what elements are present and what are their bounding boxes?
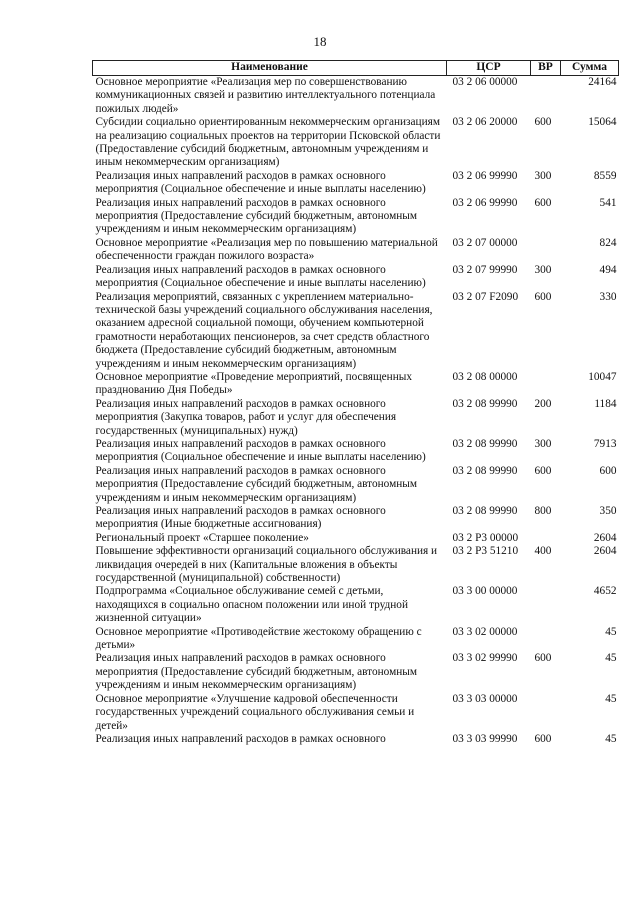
header-code: ЦСР — [447, 61, 531, 76]
row-sum: 7913 — [593, 437, 617, 450]
row-vr: 600 — [534, 652, 552, 665]
row-sum: 2604 — [593, 545, 617, 558]
row-code: 03 2 P3 00000 — [452, 531, 519, 544]
table-row — [93, 505, 619, 532]
table-body — [93, 76, 619, 747]
table-row — [93, 170, 619, 197]
table-row — [93, 693, 619, 733]
row-sum: 45 — [605, 652, 617, 665]
table-row — [93, 116, 619, 170]
table-row — [93, 398, 619, 438]
budget-table-container — [92, 60, 618, 746]
table-row — [93, 585, 619, 625]
row-code: 03 2 08 99990 — [452, 397, 518, 410]
row-vr — [531, 532, 561, 545]
row-vr: 300 — [534, 169, 552, 182]
table-header — [93, 61, 619, 76]
row-code: 03 2 06 99990 — [452, 196, 518, 209]
row-vr: 200 — [534, 397, 552, 410]
row-name: Реализация иных направлений расходов в рамках основного мероприятия (Предоставление субсидий бюджетным, автономным учреждениям и иным некоммерческим организациям) — [95, 652, 418, 692]
table-row — [93, 197, 619, 237]
row-code: 03 2 08 99990 — [452, 505, 518, 517]
row-name: Основное мероприятие «Реализация мер по совершенствованию коммуникационных связей и развитию интеллектуального потенциала пожилых людей» — [95, 76, 436, 115]
row-code: 03 2 06 99990 — [452, 169, 518, 182]
row-name: Основное мероприятие «Реализация мер по повышению материальной обеспеченности граждан пожилого возраста» — [95, 236, 438, 263]
row-name: Реализация иных направлений расходов в рамках основного мероприятия (Иные бюджетные ассигнования) — [95, 505, 386, 531]
row-sum: 8559 — [593, 169, 617, 182]
row-sum: 10047 — [588, 370, 617, 383]
row-code: 03 2 08 99990 — [452, 437, 518, 450]
row-code: 03 3 00 00000 — [452, 585, 518, 598]
row-name: Реализация иных направлений расходов в рамках основного — [95, 732, 386, 745]
row-name: Реализация мероприятий, связанных с укреплением материально-технической базы учреждений социального обслуживания населения, оказанием адресной социальной помощи, обучением компьютерной грамотности неработающих пенсионеров, за счет средств областного бюджета (Предоставление субсидий бюджетным, автономным учреждениям и иным некоммерческим организациям) — [95, 290, 433, 370]
row-sum: 2604 — [593, 531, 617, 544]
row-vr — [531, 626, 561, 653]
row-sum: 24164 — [588, 76, 617, 88]
row-code: 03 2 07 99990 — [452, 263, 518, 276]
row-name: Основное мероприятие «Проведение мероприятий, посвященных празднованию Дня Победы» — [95, 370, 413, 397]
row-sum: 330 — [599, 290, 617, 303]
table-row — [93, 291, 619, 371]
table-row — [93, 76, 619, 117]
row-vr: 600 — [534, 116, 552, 129]
table-row — [93, 438, 619, 465]
budget-table — [92, 60, 619, 746]
row-vr: 800 — [534, 505, 552, 517]
header-row — [93, 61, 619, 76]
row-sum: 4652 — [593, 585, 617, 598]
row-sum: 15064 — [588, 116, 617, 129]
row-code: 03 3 02 00000 — [452, 625, 518, 638]
row-code: 03 2 07 F2090 — [452, 290, 519, 303]
row-vr: 600 — [534, 290, 552, 303]
row-sum: 494 — [599, 263, 617, 276]
row-vr: 600 — [534, 464, 552, 477]
page-number: 18 — [313, 34, 327, 49]
table-row — [93, 626, 619, 653]
row-name: Субсидии социально ориентированным некоммерческим организациям на реализацию социальных проектов на территории Псковской области (Предоставление субсидий бюджетным, автономным учреждениям и иным некоммерческим организациям) — [95, 116, 441, 169]
table-row — [93, 465, 619, 505]
row-vr — [531, 693, 561, 733]
row-sum: 541 — [599, 196, 617, 209]
row-vr: 600 — [534, 196, 552, 209]
header-vr: ВР — [531, 61, 561, 76]
row-name: Региональный проект «Старшее поколение» — [95, 531, 309, 544]
row-sum: 350 — [599, 505, 617, 517]
row-sum: 45 — [605, 692, 617, 705]
row-code: 03 3 03 00000 — [452, 692, 518, 705]
table-row — [93, 264, 619, 291]
row-vr: 300 — [534, 437, 552, 450]
table-row — [93, 733, 619, 746]
row-vr: 400 — [534, 545, 552, 558]
row-code: 03 2 06 00000 — [452, 76, 518, 88]
table-row — [93, 237, 619, 264]
row-code: 03 2 08 99990 — [452, 464, 518, 477]
row-name: Повышение эффективности организаций социального обслуживания и ликвидация очередей в них (Капитальные вложения в объекты государственной (муниципальной) собственности) — [95, 545, 438, 585]
table-row — [93, 652, 619, 692]
table-row — [93, 545, 619, 585]
row-code: 03 2 06 20000 — [452, 116, 518, 129]
table-row — [93, 532, 619, 545]
row-vr — [531, 371, 561, 398]
row-code: 03 3 02 99990 — [452, 652, 518, 665]
row-sum: 1184 — [594, 397, 617, 410]
row-name: Основное мероприятие «Улучшение кадровой обеспеченности государственных учреждений социального обслуживания семьи и детей» — [95, 692, 415, 732]
row-code: 03 2 P3 51210 — [452, 545, 519, 558]
row-code: 03 2 07 00000 — [452, 236, 518, 249]
row-code: 03 2 08 00000 — [452, 370, 518, 383]
row-vr — [531, 237, 561, 264]
row-name: Реализация иных направлений расходов в рамках основного мероприятия (Социальное обеспечение и иные выплаты населению) — [95, 263, 426, 290]
row-vr: 300 — [534, 263, 552, 276]
header-sum: Сумма — [561, 61, 619, 76]
row-sum: 45 — [605, 625, 617, 638]
row-name: Реализация иных направлений расходов в рамках основного мероприятия (Закупка товаров, работ и услуг для обеспечения государственных (муниципальных) нужд) — [95, 397, 397, 437]
row-vr: 600 — [534, 732, 552, 745]
row-vr — [531, 76, 561, 117]
row-sum: 45 — [605, 732, 617, 745]
row-vr — [531, 585, 561, 625]
row-name: Реализация иных направлений расходов в рамках основного мероприятия (Социальное обеспечение и иные выплаты населению) — [95, 169, 426, 196]
row-name: Основное мероприятие «Противодействие жестокому обращению с детьми» — [95, 625, 422, 652]
row-name: Реализация иных направлений расходов в рамках основного мероприятия (Предоставление субсидий бюджетным, автономным учреждениям и иным некоммерческим организациям) — [95, 464, 418, 504]
row-name: Реализация иных направлений расходов в рамках основного мероприятия (Предоставление субсидий бюджетным, автономным учреждениям и иным некоммерческим организациям) — [95, 196, 418, 236]
row-name: Подпрограмма «Социальное обслуживание семей с детьми, находящихся в социально опасном положении или иной трудной жизненной ситуации» — [95, 585, 408, 625]
header-name: Наименование — [93, 61, 447, 76]
row-sum: 824 — [599, 236, 617, 249]
row-name: Реализация иных направлений расходов в рамках основного мероприятия (Социальное обеспечение и иные выплаты населению) — [95, 437, 426, 464]
table-row — [93, 371, 619, 398]
row-sum: 600 — [599, 464, 617, 477]
row-code: 03 3 03 99990 — [452, 732, 518, 745]
